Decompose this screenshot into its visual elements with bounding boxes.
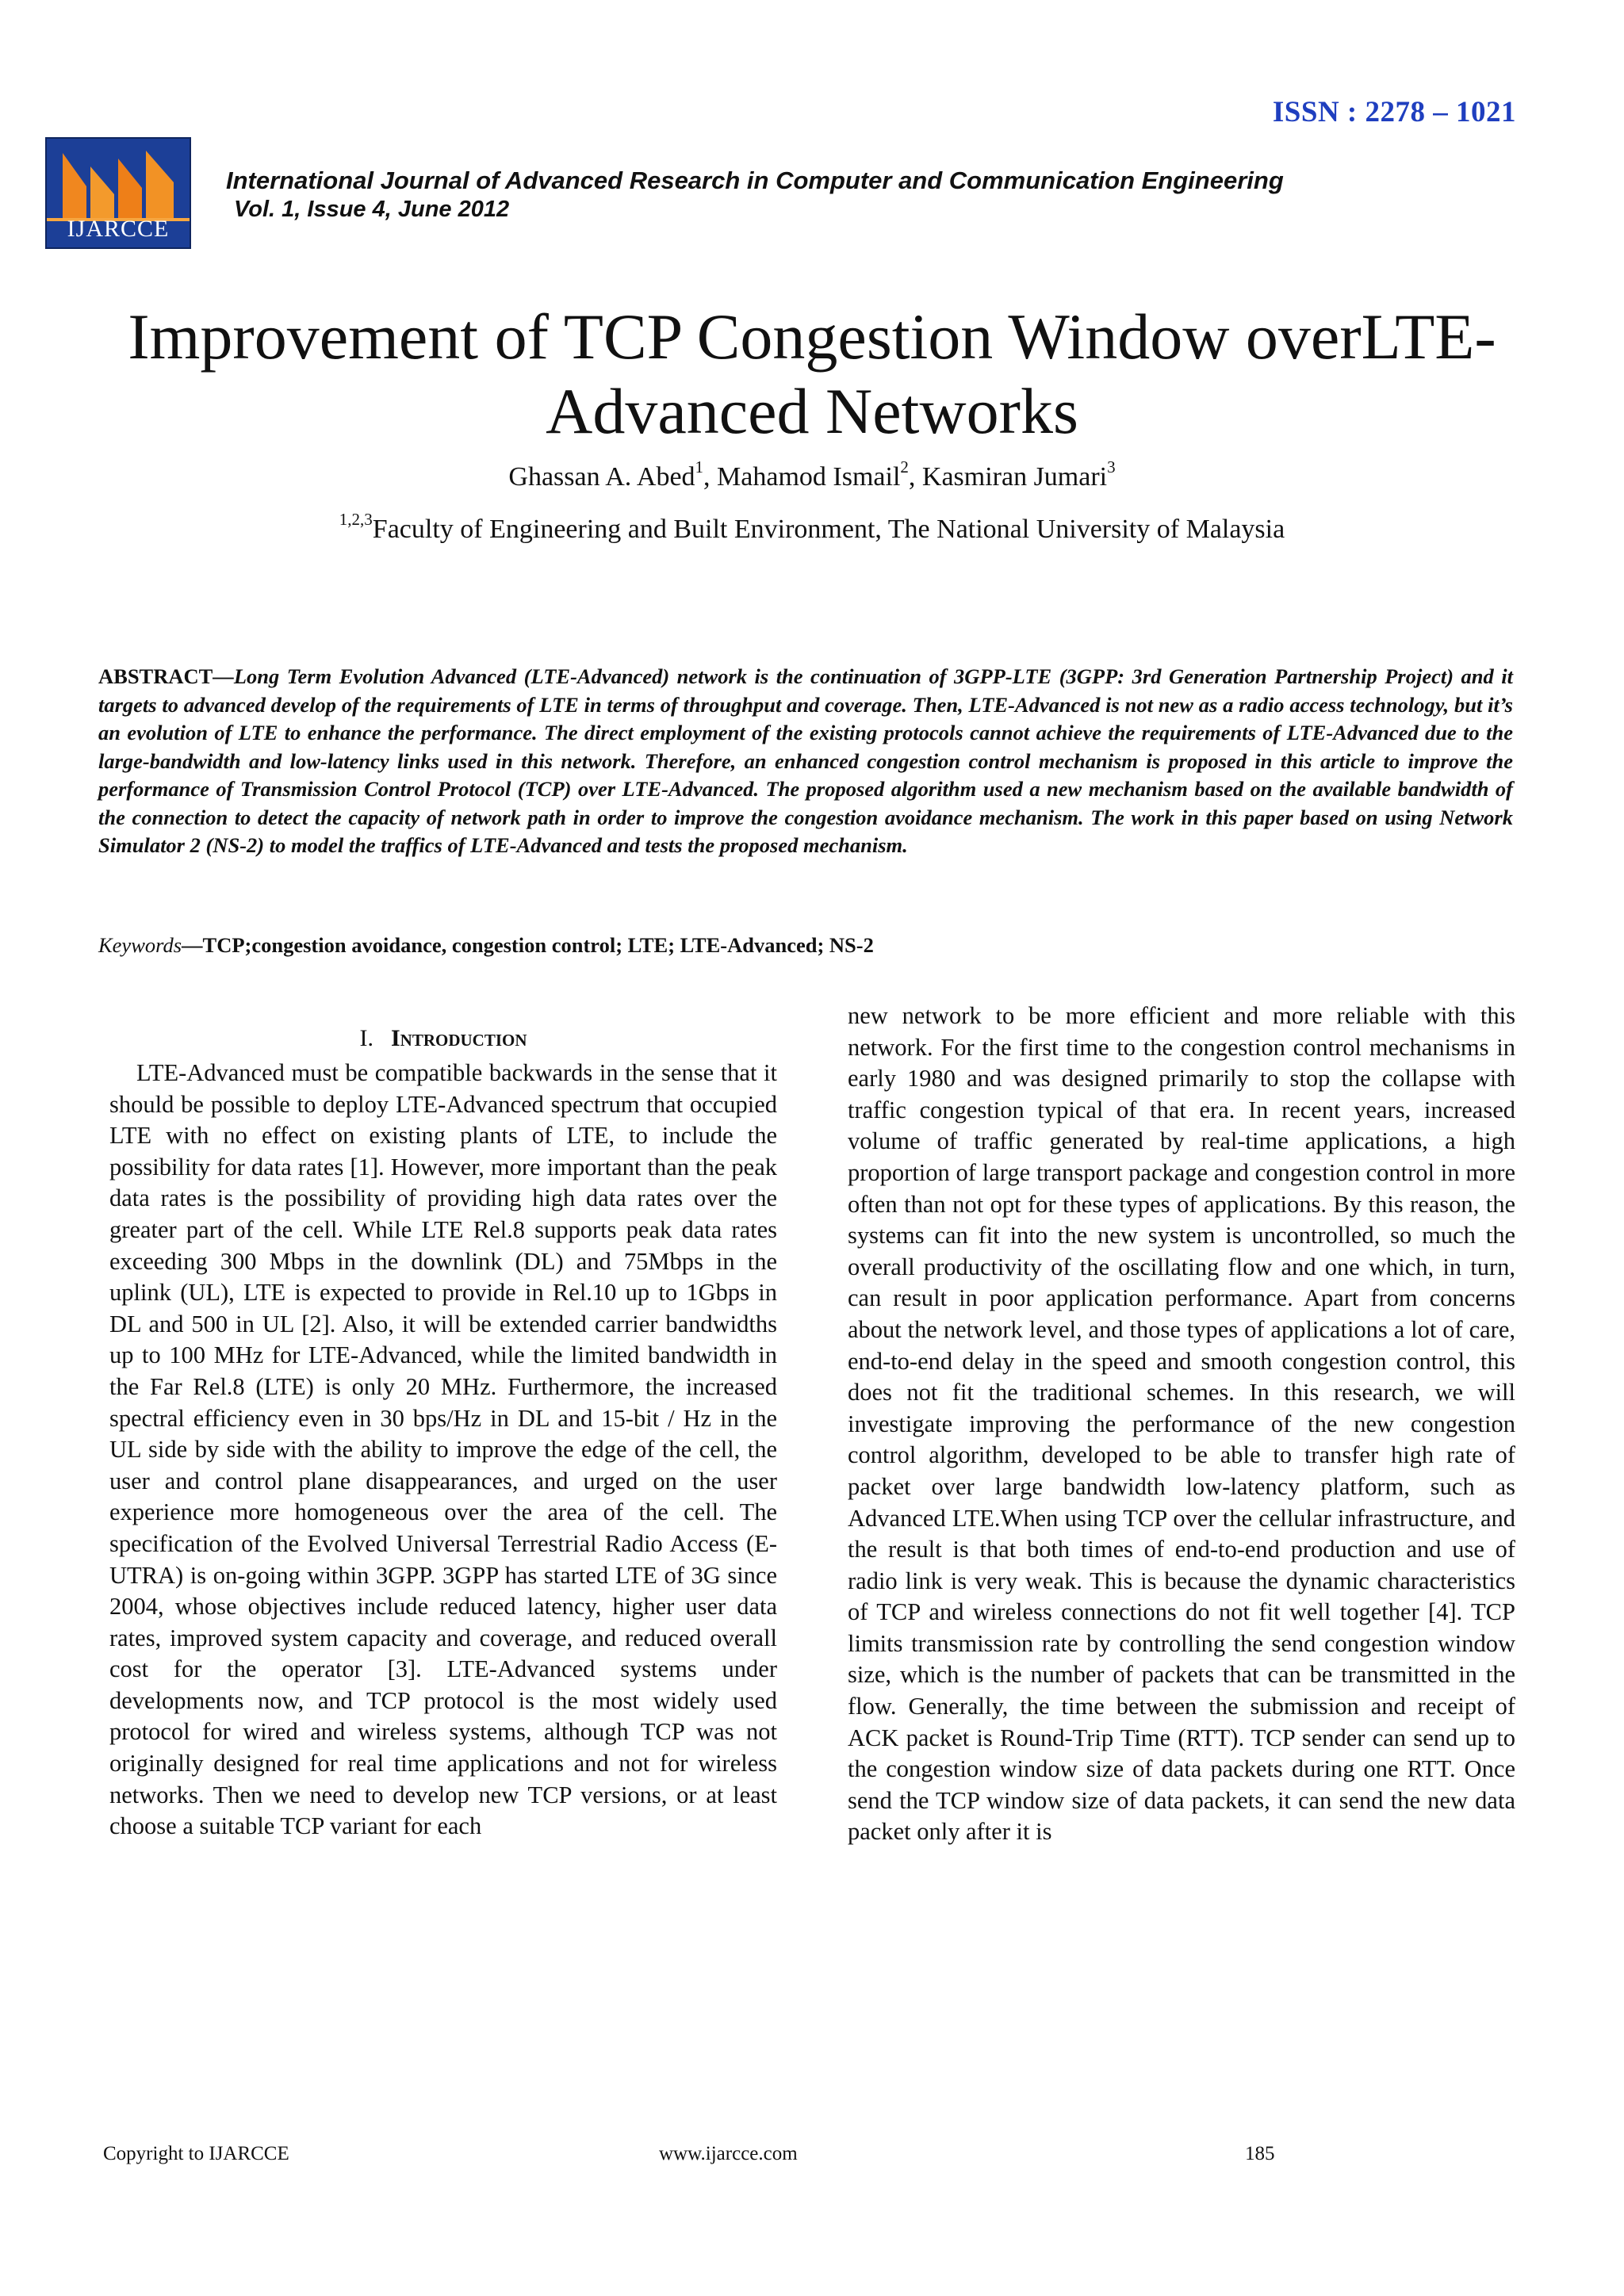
title-line-2: Advanced Networks xyxy=(546,375,1078,447)
keywords xyxy=(98,932,1513,959)
author-1: Ghassan A. Abed xyxy=(508,462,695,492)
paper-title xyxy=(63,300,1561,449)
issn-label: ISSN : 2278 – 1021 xyxy=(1272,96,1516,128)
keywords-label: Keywords xyxy=(98,933,182,957)
author-2: Mahamod Ismail xyxy=(717,462,901,492)
affiliation-superscript: 1,2,3 xyxy=(339,509,373,529)
journal-name: International Journal of Advanced Research in Computer and Communication Engineering xyxy=(226,166,1284,194)
section-number: I. xyxy=(359,1025,373,1051)
footer-page-number: 185 xyxy=(1245,2143,1275,2164)
author-list: Ghassan A. Abed$^1$, Mahamod Ismail$^2$, Kasmiran Jumari$^3$ xyxy=(508,457,1116,492)
title-line-1: Improvement of TCP Congestion Window overLTE- xyxy=(128,300,1496,373)
author-3: Kasmiran Jumari xyxy=(921,462,1108,492)
footer-copyright: Copyright to IJARCCE xyxy=(103,2143,289,2164)
intro-paragraph-left: LTE-Advanced must be compatible backwards in the sense that it should be possible to deploy LTE-Advanced spectrum that occupied LTE with no effect on existing plants of LTE, to include the possibility for data rates [1]. However, more important than the peak data rates is the possibility of providing high data rates over the greater part of the cell. While LTE Rel.8 supports peak data rates exceeding 300 Mbps in the downlink (DL) and 75Mbps in the uplink (UL), LTE is expected to provide in Rel.10 up to 1Gbps in DL and 500 in UL [2]. Also, it will be extended carrier bandwidths up to 100 MHz for LTE-Advanced, while the limited bandwidth in the Far Rel.8 (LTE) is only 20 MHz. Furthermore, the increased spectral efficiency even in 30 bps/Hz in DL and 15-bit / Hz in the UL side by side with the ability to improve the edge of the cell, the user and control plane disappearances, and urged on the user experience more homogeneous over the area of the cell. The specification of the Evolved Universal Terrestrial Radio Access (E-UTRA) is on-going within 3GPP. 3GPP has started LTE of 3G since 2004, whose objectives include reduced latency, higher user data rates, improved system capacity and coverage, and reduced overall cost for the operator [3]. LTE-Advanced systems under developments now, and TCP protocol is the most widely used protocol for wired and wireless systems, although TCP was not originally designed for real time applications and not for wireless networks. Then we need to develop new TCP versions, or at least choose a suitable TCP variant for each xyxy=(109,1059,777,1840)
journal-header xyxy=(226,166,1284,224)
journal-volume: Vol. 1, Issue 4, June 2012 xyxy=(234,197,510,222)
affiliation-text: Faculty of Engineering and Built Environment, The National University of Malaysia xyxy=(372,515,1285,544)
affiliation xyxy=(0,509,1624,545)
intro-paragraph-right: new network to be more efficient and more reliable with this network. For the first time to the congestion control mechanisms in early 1980 and was designed primarily to stop the collapse with traffic congestion typical of that era. In recent years, increased volume of traffic generated by real-time applications, a high proportion of large transport package and congestion control in more often than not opt for these types of applications. By this reason, the systems can fit into the new system is uncontrolled, so much the overall productivity of the oscillating flow and one which, in turn, can result in poor application performance. Apart from concerns about the network level, and those types of applications a lot of care, end-to-end delay in the speed and smooth congestion control, this does not fit the traditional schemes. In this research, we will investigate improving the performance of the new congestion control algorithm, developed to be able to transfer high rate of packet over large bandwidth low-latency platform, such as Advanced LTE.When using TCP over the cellular infrastructure, and the result is that both times of end-to-end production and use of radio link is very weak. This is because the dynamic characteristics of TCP and wireless connections do not fit well together [4]. TCP limits transmission rate by controlling the send congestion window size, which is the number of packets that can be transmitted in the flow. Generally, the time between the submission and receipt of ACK packet is Round-Trip Time (RTT). TCP sender can send up to the congestion window size of data packets during one RTT. Once send the TCP window size of data packets, it can send the new data packet only after it is xyxy=(848,1002,1515,1846)
section-title: Introduction xyxy=(390,1025,527,1051)
left-column xyxy=(109,1001,777,1843)
abstract-label: ABSTRACT xyxy=(98,664,213,688)
section-heading xyxy=(109,1024,777,1053)
keywords-text: —TCP;congestion avoidance, congestion control; LTE; LTE-Advanced; NS-2 xyxy=(182,933,874,957)
author-1-superscript: 1 xyxy=(695,457,704,476)
author-2-superscript: 2 xyxy=(900,457,909,476)
abstract-text: —Long Term Evolution Advanced (LTE-Advanced) network is the continuation of 3GPP-LTE (3GPP: 3rd Generation Partnership Project) and it targets to advanced develop of the requirements of LTE in terms of throughput and coverage. Then, LTE-Advanced is not new as a radio access technology, but it’s an evolution of LTE to enhance the performance. The direct employment of the existing protocols cannot achieve the requirements of LTE-Advanced due to the large-bandwidth and low-latency links used in this network. Therefore, an enhanced congestion control mechanism is proposed in this article to improve the performance of Transmission Control Protocol (TCP) over LTE-Advanced. The proposed algorithm used a new mechanism based on the available bandwidth of the connection to detect the capacity of network path in order to improve the congestion avoidance mechanism. The work in this paper based on using Network Simulator 2 (NS-2) to model the traffics of LTE-Advanced and tests the proposed mechanism. xyxy=(98,664,1513,857)
author-3-superscript: 3 xyxy=(1107,457,1116,476)
journal-logo xyxy=(45,137,191,249)
logo-text: IJARCCE xyxy=(67,216,170,242)
footer-website: www.ijarcce.com xyxy=(659,2143,798,2164)
abstract xyxy=(98,663,1513,860)
right-column xyxy=(848,1001,1515,1848)
